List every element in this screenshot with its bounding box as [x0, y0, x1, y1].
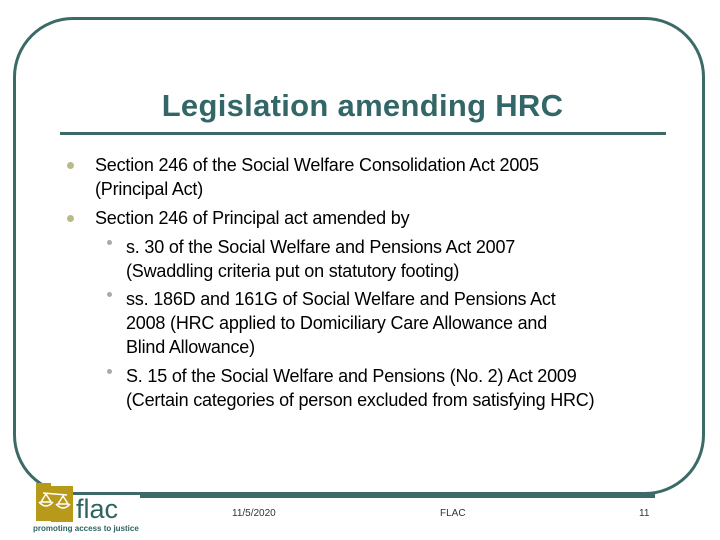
bullet-1-line-2: (Principal Act)	[95, 179, 204, 199]
page-number: 11	[639, 508, 650, 519]
sub-bullet-1-line-1: s. 30 of the Social Welfare and Pensions Act 2007	[126, 237, 516, 257]
sub-bullet-2-line-1: ss. 186D and 161G of Social Welfare and Pensions Act	[126, 289, 556, 309]
slide-title: Legislation amending HRC	[161, 88, 564, 123]
sub-bullet-icon	[107, 292, 112, 297]
sub-bullet-2-line-3: Blind Allowance)	[126, 337, 255, 357]
title-underline	[60, 132, 666, 135]
logo-tagline: promoting access to justice	[33, 524, 139, 533]
flac-logo	[33, 480, 143, 540]
footer-center: FLAC	[440, 508, 466, 519]
footer-date: 11/5/2020	[232, 508, 276, 519]
sub-bullet-icon	[107, 369, 112, 374]
sub-bullet-3-line-2: (Certain categories of person excluded from satisfying HRC)	[126, 390, 595, 410]
bullet-2-line-1: Section 246 of Principal act amended by	[95, 208, 410, 228]
sub-bullet-3-line-1: S. 15 of the Social Welfare and Pensions (No. 2) Act 2009	[126, 366, 577, 386]
bullet-1-line-1: Section 246 of the Social Welfare Consolidation Act 2005	[95, 155, 539, 175]
svg-text:flac: flac	[76, 494, 119, 524]
footer-rule	[140, 493, 655, 498]
sub-bullet-icon	[107, 240, 112, 245]
bullet-icon	[67, 215, 74, 222]
sub-bullet-1-line-2: (Swaddling criteria put on statutory footing)	[126, 261, 460, 281]
bullet-icon	[67, 162, 74, 169]
sub-bullet-2-line-2: 2008 (HRC applied to Domiciliary Care Allowance and	[126, 313, 548, 333]
